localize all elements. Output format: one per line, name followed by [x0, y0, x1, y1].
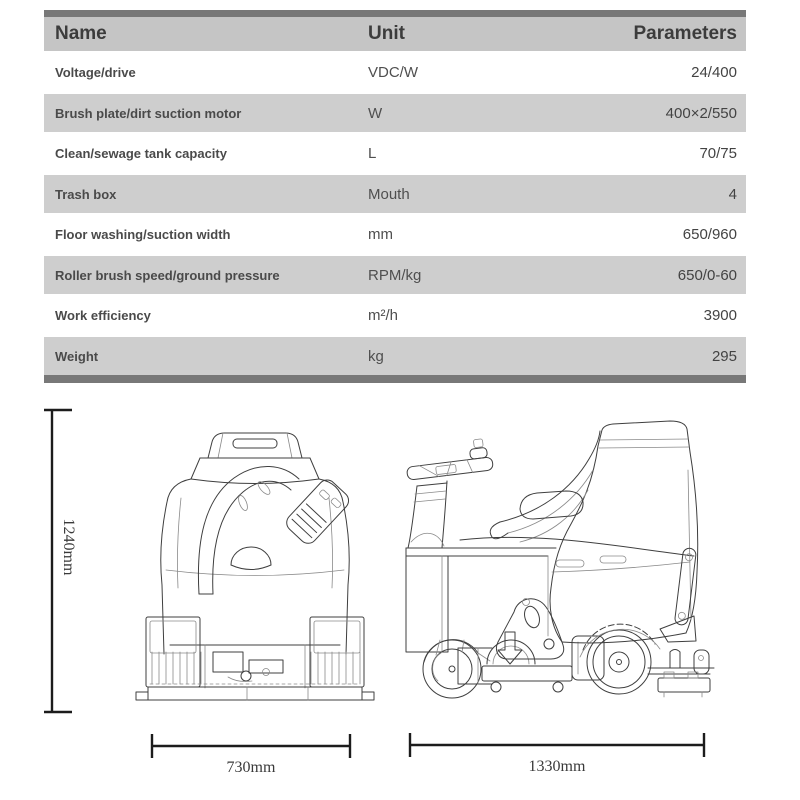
row-unit: m²/h: [368, 307, 398, 324]
row-name: Clean/sewage tank capacity: [55, 146, 227, 161]
row-name: Work efficiency: [55, 308, 151, 323]
row-value: 24/400: [691, 64, 737, 81]
height-dimension: [44, 410, 77, 712]
row-name: Voltage/drive: [55, 65, 136, 80]
row-unit: Mouth: [368, 185, 410, 203]
row-value: 4: [728, 185, 737, 203]
row-unit: kg: [368, 347, 384, 365]
front-view-drawing: [136, 433, 374, 700]
row-value: 70/75: [699, 145, 737, 162]
row-value: 400×2/550: [665, 104, 737, 122]
row-value: 650/960: [682, 226, 737, 243]
side-view-drawing: [406, 421, 714, 698]
row-name: Trash box: [55, 186, 117, 202]
row-name: Floor washing/suction width: [55, 227, 231, 242]
side-length-dimension-label: 1330mm: [528, 758, 586, 775]
row-value: 3900: [703, 307, 737, 324]
row-unit: mm: [368, 226, 393, 243]
row-name: Brush plate/dirt suction motor: [55, 105, 242, 121]
side-length-dimension: [410, 733, 704, 775]
header-unit: Unit: [368, 23, 405, 44]
row-name: Weight: [55, 348, 99, 364]
control-knob: [468, 438, 487, 459]
front-width-dimension: [152, 734, 350, 776]
header-parameters: Parameters: [633, 23, 737, 44]
hose-nozzle: [283, 476, 352, 547]
steering-wheel: [406, 457, 493, 480]
row-unit: W: [368, 104, 383, 122]
front-width-dimension-label: 730mm: [226, 759, 276, 776]
row-value: 295: [711, 347, 737, 365]
row-unit: RPM/kg: [368, 266, 422, 284]
height-dimension-label: 1240mm: [60, 518, 77, 576]
row-name: Roller brush speed/ground pressure: [55, 267, 280, 283]
row-unit: VDC/W: [368, 64, 418, 81]
row-value: 650/0-60: [677, 266, 737, 284]
header-name: Name: [55, 23, 107, 44]
rear-hose: [674, 548, 696, 626]
row-unit: L: [368, 145, 377, 162]
